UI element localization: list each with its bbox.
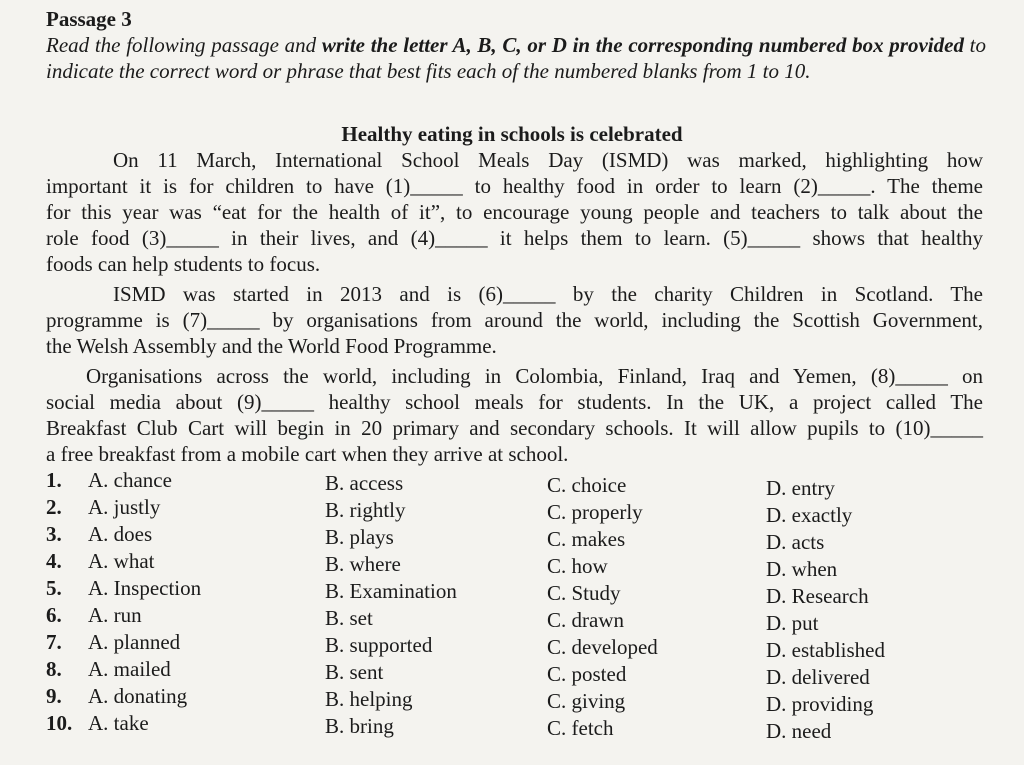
paragraph-3-line-4: a free breakfast from a mobile cart when they arrive at school. xyxy=(46,442,569,466)
option-d: D. need xyxy=(766,719,832,743)
option-b: B. set xyxy=(325,606,373,630)
question-number: 6. xyxy=(46,603,62,627)
option-c: C. properly xyxy=(547,500,643,524)
option-c: C. giving xyxy=(547,689,626,713)
option-d: D. delivered xyxy=(766,665,870,689)
paragraph-1-line-1: On 11 March, International School Meals Day (ISMD) was marked, highlighting how xyxy=(113,148,983,172)
paragraph-3-line-3: Breakfast Club Cart will begin in 20 primary and secondary schools. It will allow pupils to (10)_____ xyxy=(46,416,983,440)
option-b: B. helping xyxy=(325,687,413,711)
instruction-part-2: write the letter A, B, C, or D in the corresponding numbered box provided xyxy=(321,33,964,57)
paragraph-2-line-2: programme is (7)_____ by organisations from around the world, including the Scottish Government, xyxy=(46,308,983,332)
option-c: C. fetch xyxy=(547,716,614,740)
option-b: B. rightly xyxy=(325,498,406,522)
option-a: A. mailed xyxy=(88,657,171,681)
option-a: A. Inspection xyxy=(88,576,202,600)
option-b: B. access xyxy=(325,471,404,495)
question-number: 10. xyxy=(46,711,73,735)
paragraph-1-line-2: important it is for children to have (1)_____ to healthy food in order to learn (2)_____. The theme xyxy=(46,174,983,198)
paragraph-2-line-1: ISMD was started in 2013 and is (6)_____ by the charity Children in Scotland. The xyxy=(113,282,983,306)
paragraph-1-line-5: foods can help students to focus. xyxy=(46,252,321,276)
option-a: A. take xyxy=(88,711,149,735)
option-a: A. does xyxy=(88,522,153,546)
paragraph-1-line-4: role food (3)_____ in their lives, and (4)_____ it helps them to learn. (5)_____ shows that healthy xyxy=(46,226,983,250)
option-d: D. exactly xyxy=(766,503,853,527)
option-d: D. entry xyxy=(766,476,835,500)
question-number: 2. xyxy=(46,495,62,519)
option-d: D. put xyxy=(766,611,819,635)
option-a: A. donating xyxy=(88,684,188,708)
option-d: D. Research xyxy=(766,584,869,608)
option-b: B. plays xyxy=(325,525,394,549)
question-number: 5. xyxy=(46,576,62,600)
option-d: D. providing xyxy=(766,692,874,716)
paragraph-1-line-3: for this year was “eat for the health of it”, to encourage young people and teachers to talk about the xyxy=(46,200,983,224)
option-c: C. developed xyxy=(547,635,658,659)
instruction-part-3: to indicate the correct word or phrase that best fits each of the numbered blanks from 1 to 10. xyxy=(46,33,986,83)
option-c: C. choice xyxy=(547,473,627,497)
question-number: 1. xyxy=(46,468,62,492)
option-c: C. drawn xyxy=(547,608,624,632)
paragraph-3-line-1: Organisations across the world, including in Colombia, Finland, Iraq and Yemen, (8)_____ on xyxy=(86,364,983,388)
option-a: A. justly xyxy=(88,495,161,519)
option-a: A. run xyxy=(88,603,142,627)
option-b: B. where xyxy=(325,552,401,576)
passage-label: Passage 3 xyxy=(46,7,132,31)
instruction-part-1: Read the following passage and xyxy=(46,33,322,57)
question-number: 7. xyxy=(46,630,62,654)
option-d: D. acts xyxy=(766,530,825,554)
question-number: 3. xyxy=(46,522,62,546)
option-b: B. bring xyxy=(325,714,394,738)
option-c: C. makes xyxy=(547,527,626,551)
option-b: B. supported xyxy=(325,633,433,657)
question-number: 4. xyxy=(46,549,62,573)
paragraph-2-line-3: the Welsh Assembly and the World Food Programme. xyxy=(46,334,497,358)
option-b: B. sent xyxy=(325,660,384,684)
option-c: C. posted xyxy=(547,662,627,686)
option-b: B. Examination xyxy=(325,579,457,603)
article-title: Healthy eating in schools is celebrated xyxy=(341,122,683,146)
question-number: 9. xyxy=(46,684,62,708)
question-number: 8. xyxy=(46,657,62,681)
option-d: D. when xyxy=(766,557,838,581)
option-d: D. established xyxy=(766,638,885,662)
paragraph-3-line-2: social media about (9)_____ healthy school meals for students. In the UK, a project called The xyxy=(46,390,983,414)
instructions xyxy=(46,32,986,84)
option-c: C. Study xyxy=(547,581,621,605)
option-a: A. what xyxy=(88,549,155,573)
option-a: A. planned xyxy=(88,630,181,654)
option-c: C. how xyxy=(547,554,608,578)
option-a: A. chance xyxy=(88,468,172,492)
